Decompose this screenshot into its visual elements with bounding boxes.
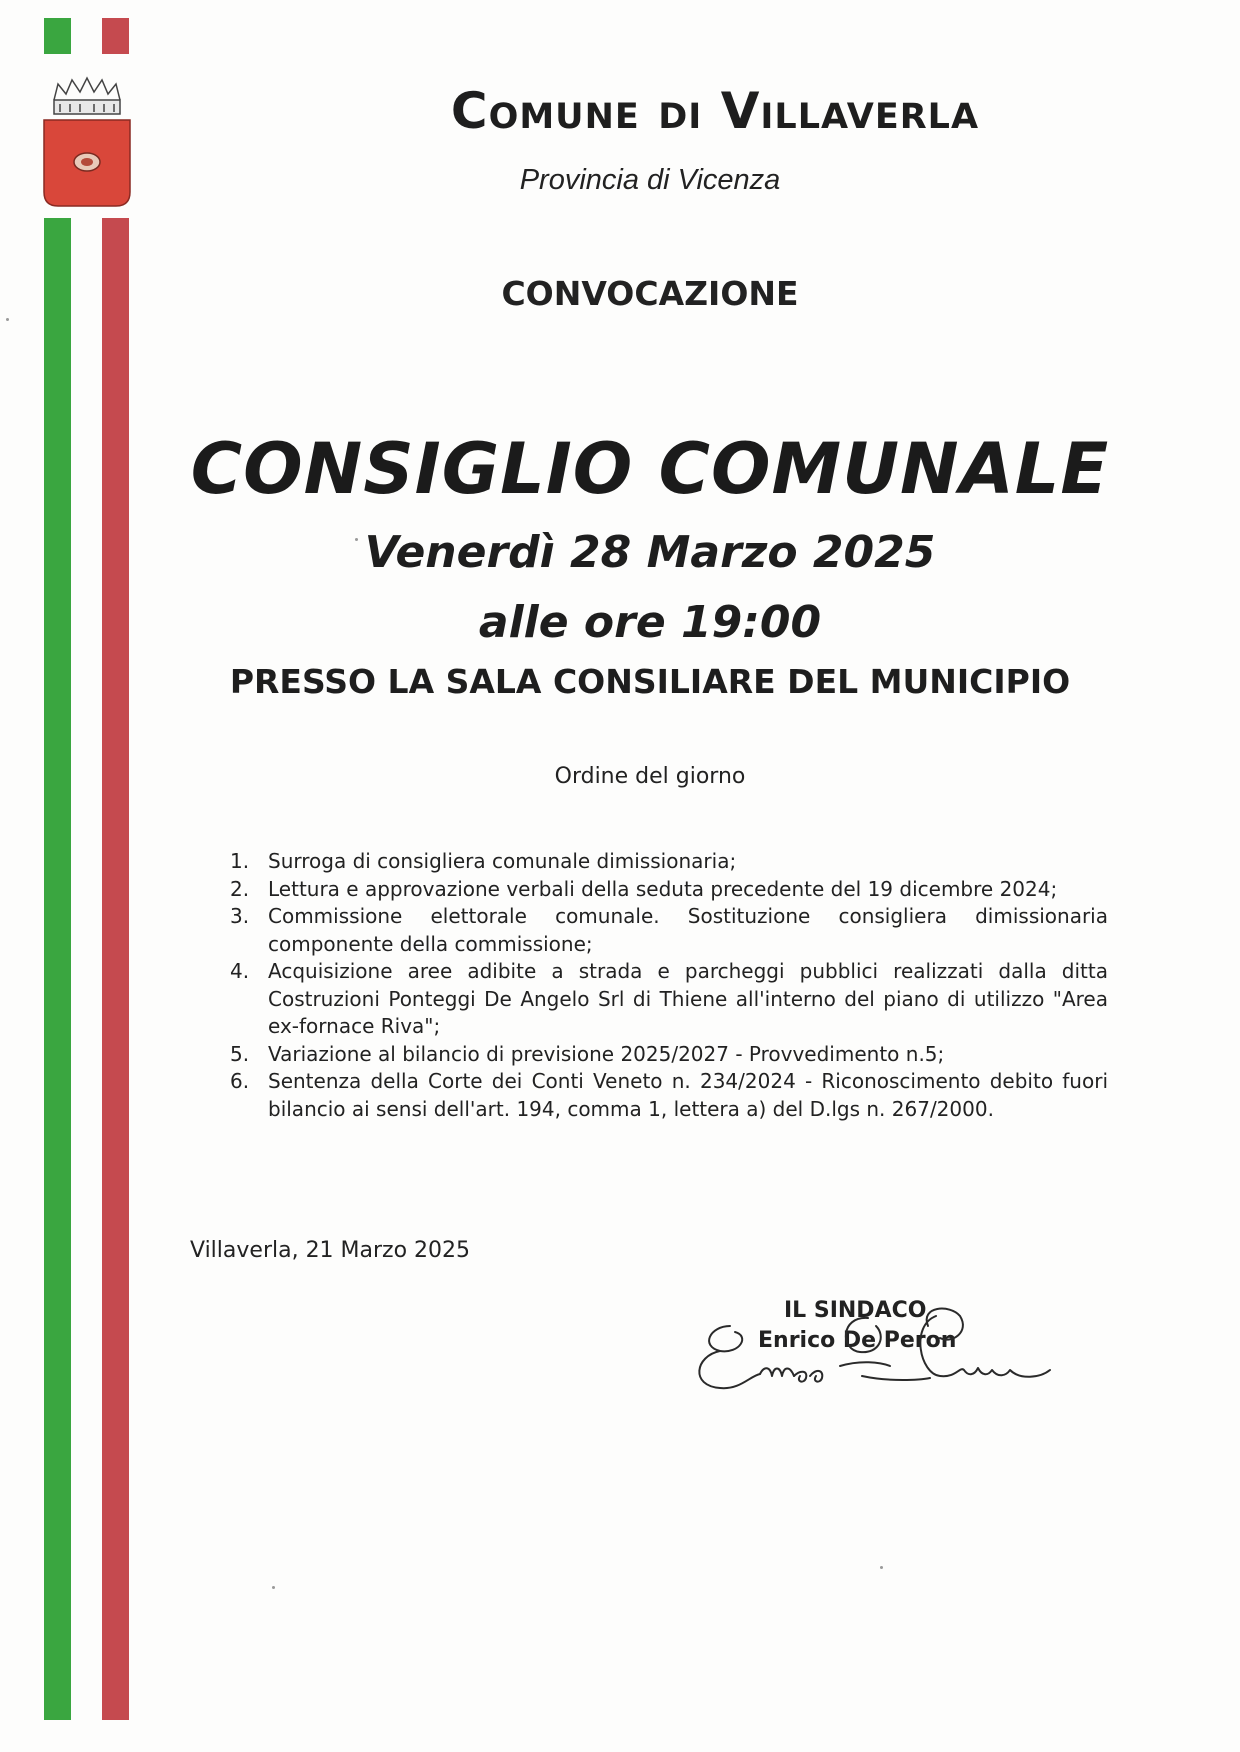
coat-of-arms-icon <box>40 70 134 210</box>
agenda-title: Ordine del giorno <box>554 764 746 789</box>
agenda-item <box>224 958 1108 1041</box>
mayor-role: IL SINDACO <box>784 1298 927 1323</box>
meeting-place: PRESSO LA SALA CONSILIARE DEL MUNICIPIO <box>229 662 1071 701</box>
tricolor-red-band-top <box>102 18 129 54</box>
signature-icon <box>690 1296 1110 1416</box>
agenda-item-text: Commissione elettorale comunale. Sostituzione consigliera dimissionaria componente della commissione; <box>268 904 1108 956</box>
agenda-item <box>224 903 1108 958</box>
tricolor-green-band <box>44 218 71 1720</box>
agenda-item-text: Acquisizione aree adibite a strada e parcheggi pubblici realizzati dalla ditta Costruzioni Ponteggi De Angelo Srl di Thiene all'interno del piano di utilizzo "Area ex-fornace Riva"; <box>268 959 1108 1038</box>
agenda-item-text: Sentenza della Corte dei Conti Veneto n. 234/2024 - Riconoscimento debito fuori bilancio ai sensi dell'art. 194, comma 1, lettera a) del D.lgs n. 267/2000. <box>268 1069 1108 1121</box>
agenda-item <box>224 1068 1108 1123</box>
tricolor-red-band <box>102 218 129 1720</box>
agenda-item-number: 6. <box>230 1069 250 1093</box>
agenda-list <box>224 848 1108 1123</box>
agenda-item-number: 5. <box>230 1041 250 1066</box>
agenda-item-number: 4. <box>230 959 250 983</box>
agenda-item-text: Variazione al bilancio di previsione 2025/2027 - Provvedimento n.5; <box>268 1041 945 1066</box>
mayor-name: Enrico De Peron <box>758 1328 957 1353</box>
agenda-item-number: 3. <box>230 904 250 928</box>
agenda-item-number: 2. <box>230 876 250 901</box>
scan-speck <box>880 1566 883 1569</box>
meeting-time: alle ore 19:00 <box>478 597 822 648</box>
notice-type-heading: CONVOCAZIONE <box>501 274 799 313</box>
province-subtitle: Provincia di Vicenza <box>519 164 781 196</box>
council-heading: CONSIGLIO COMUNALE <box>190 428 1110 510</box>
municipality-title: Comune di Villaverla <box>450 82 980 140</box>
agenda-item-text: Surroga di consigliera comunale dimissionaria; <box>268 849 737 873</box>
scan-speck <box>272 1586 275 1589</box>
agenda-item <box>224 1041 1108 1069</box>
agenda-item <box>224 848 1108 876</box>
place-and-date: Villaverla, 21 Marzo 2025 <box>190 1238 471 1263</box>
agenda-item-text: Lettura e approvazione verbali della seduta precedente del 19 dicembre 2024; <box>268 876 1058 901</box>
agenda-item-number: 1. <box>230 849 250 873</box>
meeting-date: Venerdì 28 Marzo 2025 <box>364 527 936 578</box>
scan-speck <box>6 318 9 321</box>
tricolor-green-band-top <box>44 18 71 54</box>
agenda-item <box>224 876 1108 904</box>
scan-speck <box>355 538 358 541</box>
